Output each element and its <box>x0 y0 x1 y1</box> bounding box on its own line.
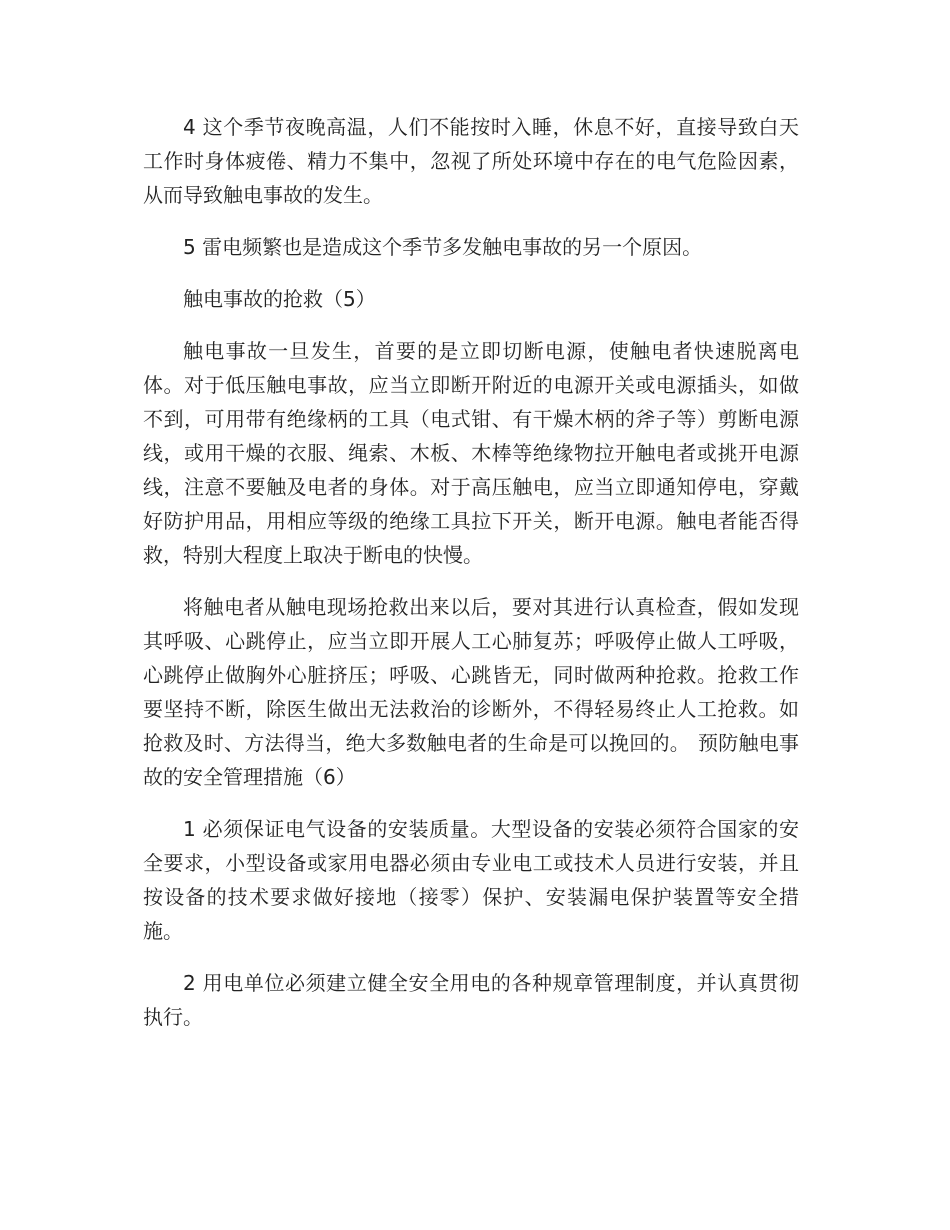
section-heading-rescue: 触电事故的抢救（5） <box>183 287 376 311</box>
paragraph-cause-5: 5 雷电频繁也是造成这个季节多发触电事故的另一个原因。 <box>183 235 703 259</box>
paragraph-rescue-cpr-text: 将触电者从触电现场抢救出来以后，要对其进行认真检查，假如发现其呼吸、心跳停止，应当立即开展人工心肺复苏；呼吸停止做人工呼吸，心跳停止做胸外心脏挤压；呼吸、心跳皆无，同时做两种抢救。抢救工作要坚持不断，除医生做出无法救治的诊断外，不得轻易终止人工抢救。如抢救及时、方法得当，绝大多数触电者的生命是可以挽回的。 <box>143 595 799 755</box>
paragraph-rescue-cpr <box>143 590 799 794</box>
paragraph-rescue-cut-power: 触电事故一旦发生，首要的是立即切断电源，使触电者快速脱离电体。对于低压触电事故，应当立即断开附近的电源开关或电源插头，如做不到，可用带有绝缘柄的工具（电式钳、有干燥木柄的斧子等）剪断电源线，或用干燥的衣服、绳索、木板、木棒等绝缘物拉开触电者或挑开电源线，注意不要触及电者的身体。对于高压触电，应当立即通知停电，穿戴好防护用品，用相应等级的绝缘工具拉下开关，断开电源。触电者能否得救，特别大程度上取决于断电的快慢。 <box>143 339 799 567</box>
section-heading-prevention: 预防触电事故的安全管理措施（6） <box>143 731 800 789</box>
paragraph-measure-2: 2 用电单位必须建立健全安全用电的各种规章管理制度，并认真贯彻执行。 <box>143 971 799 1029</box>
paragraph-cause-4: 4 这个季节夜晚高温，人们不能按时入睡，休息不好，直接导致白天工作时身体疲倦、精力不集中，忽视了所处环境中存在的电气危险因素，从而导致触电事故的发生。 <box>143 115 799 207</box>
document-body <box>143 110 799 1052</box>
paragraph-measure-1: 1 必须保证电气设备的安装质量。大型设备的安装必须符合国家的安全要求，小型设备或家用电器必须由专业电工或技术人员进行安装，并且按设备的技术要求做好接地（接零）保护、安装漏电保护装置等安全措施。 <box>143 817 799 943</box>
